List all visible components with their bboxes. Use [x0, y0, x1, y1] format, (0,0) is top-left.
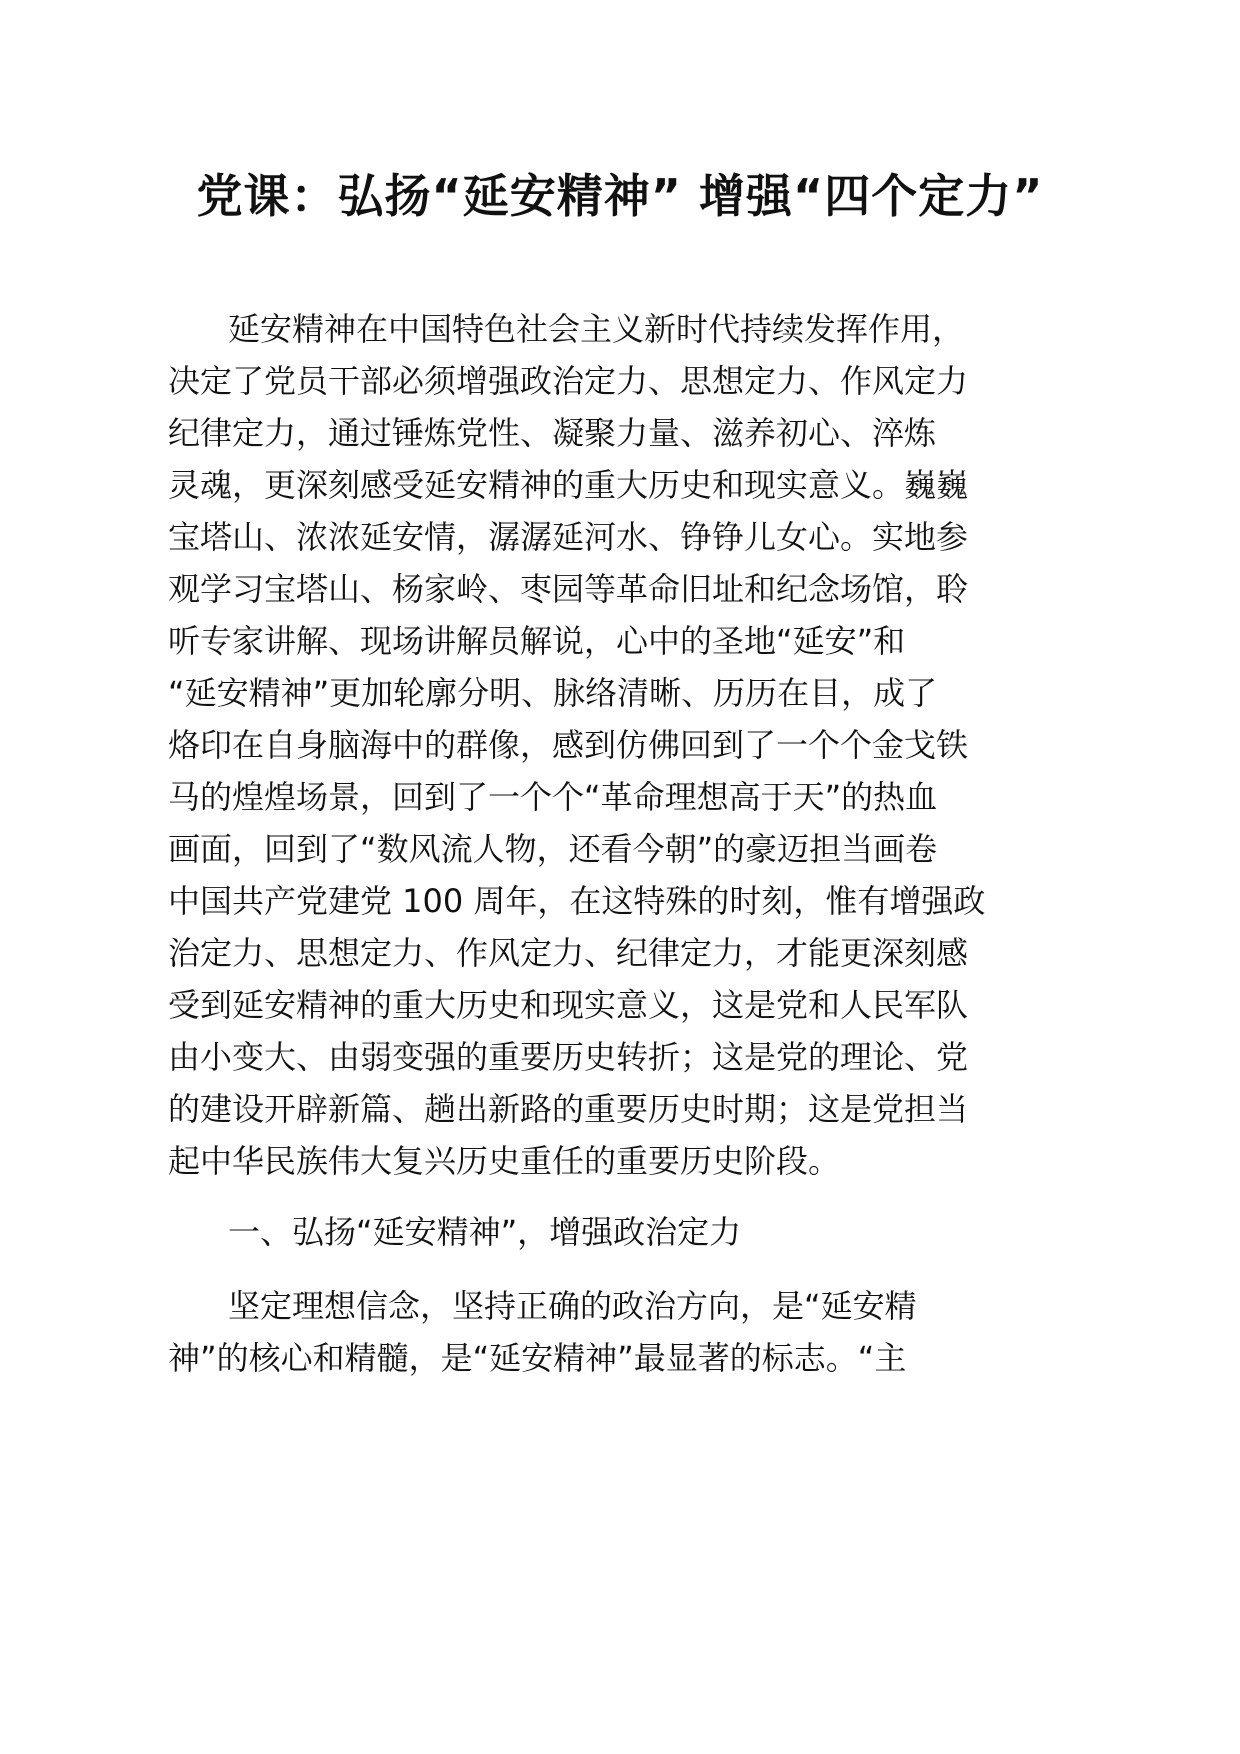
paragraph-line: 延安精神在中国特色社会主义新时代持续发挥作用， — [228, 310, 965, 348]
paragraph-line: 治定力、思想定力、作风定力、纪律定力，才能更深刻感 — [168, 934, 969, 972]
section-heading: 一、弘扬“延安精神”，增强政治定力 — [228, 1213, 742, 1251]
paragraph-line: 决定了党员干部必须增强政治定力、思想定力、作风定力 — [168, 362, 969, 400]
paragraph-line: 坚定理想信念，坚持正确的政治方向，是“延安精 — [228, 1287, 917, 1325]
paragraph-line: 起中华民族伟大复兴历史重任的重要历史阶段。 — [168, 1142, 841, 1180]
paragraph-line: 马的煌煌场景，回到了一个个“革命理想高于天”的热血 — [168, 778, 938, 816]
paragraph-line: 中国共产党建党 100 周年，在这特殊的时刻，惟有增强政 — [168, 882, 986, 920]
paragraph-line: 听专家讲解、现场讲解员解说，心中的圣地“延安”和 — [168, 622, 906, 660]
paragraph-line: 观学习宝塔山、杨家岭、枣园等革命旧址和纪念场馆，聆 — [168, 570, 969, 608]
paragraph-line: 受到延安精神的重大历史和现实意义，这是党和人民军队 — [168, 986, 969, 1024]
document-title: 党课：弘扬“延安精神” 增强“四个定力” — [196, 169, 1044, 223]
paragraph-line: “延安精神”更加轮廓分明、脉络清晰、历历在目，成了 — [168, 674, 938, 712]
paragraph-line: 的建设开辟新篇、趟出新路的重要历史时期；这是党担当 — [168, 1090, 969, 1128]
paragraph-line: 神”的核心和精髓，是“延安精神”最显著的标志。“主 — [168, 1339, 907, 1377]
paragraph-line: 由小变大、由弱变强的重要历史转折；这是党的理论、党 — [168, 1038, 969, 1076]
paragraph-line: 烙印在自身脑海中的群像，感到仿佛回到了一个个金戈铁 — [168, 726, 969, 764]
paragraph-line: 纪律定力，通过锤炼党性、凝聚力量、滋养初心、淬炼 — [168, 414, 937, 452]
paragraph-line: 画面，回到了“数风流人物，还看今朝”的豪迈担当画卷 — [168, 830, 938, 868]
paragraph-line: 宝塔山、浓浓延安情，潺潺延河水、铮铮儿女心。实地参 — [168, 518, 969, 556]
paragraph-line: 灵魂，更深刻感受延安精神的重大历史和现实意义。巍巍 — [168, 466, 969, 504]
